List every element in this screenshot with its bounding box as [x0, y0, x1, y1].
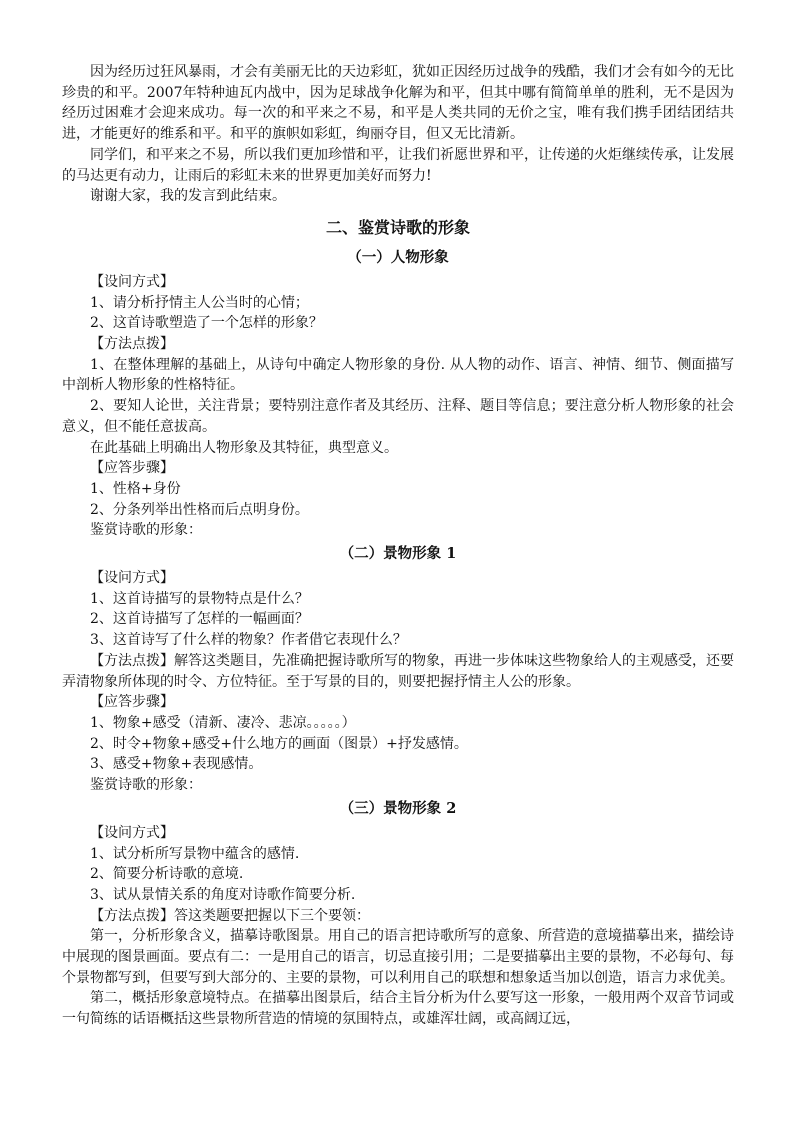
section-title: 二、鉴赏诗歌的形象	[325, 217, 470, 237]
part1-tail: 鉴赏诗歌的形象：	[90, 522, 202, 539]
part3-title: （三）景物形象 2	[339, 799, 457, 817]
intro-paragraph-3: 谢谢大家，我的发言到此结束。	[90, 188, 286, 205]
part2-step-1: 1、物象+感受（清新、凄冷、悲凉。。。。。）	[90, 714, 356, 731]
part2-ask-2: 2、这首诗描写了怎样的一幅画面？	[90, 611, 309, 628]
part1-step-2: 2、分条列举出性格而后点明身份。	[90, 501, 309, 518]
part3-ask-3: 3、试从景情关系的角度对诗歌作简要分析.	[90, 886, 356, 903]
part1-step-label: 【应答步骤】	[90, 460, 174, 477]
part3-ask-1: 1、试分析所写景物中蕴含的感情.	[90, 845, 300, 862]
part2-step-3: 3、感受+物象+表现感情。	[90, 756, 263, 773]
part3-method: 【方法点拨】答这类题要把握以下三个要领：	[90, 907, 370, 924]
part2-method: 【方法点拨】解答这类题目，先准确把握诗歌所写的物象，再进一步体味这些物象给人的主观感受，还要弄清物象所体现的时令、方位特征。至于写景的目的，则要把握抒情主人公的形象。	[62, 652, 734, 690]
part2-step-2: 2、时令+物象+感受+什么地方的画面（图景）+抒发感情。	[90, 735, 468, 752]
part2-ask-3: 3、这首诗写了什么样的物象？作者借它表现什么？	[90, 632, 407, 649]
part1-ask-2: 2、这首诗歌塑造了一个怎样的形象？	[90, 315, 323, 332]
part2-tail: 鉴赏诗歌的形象：	[90, 777, 202, 794]
part1-method-2: 2、要知人论世，关注背景；要特别注意作者及其经历、注释、题目等信息；要注意分析人物形象的社会意义，但不能任意拔高。	[62, 398, 734, 435]
part1-method-label: 【方法点拨】	[90, 336, 174, 353]
part2-step-label: 【应答步骤】	[90, 694, 174, 711]
part1-ask-1: 1、请分析抒情主人公当时的心情；	[90, 294, 309, 311]
part1-method-1: 1、在整体理解的基础上，从诗句中确定人物形象的身份. 从人物的动作、语言、神情、细节、侧面描写中剖析人物形象的性格特征。	[62, 356, 734, 394]
part2-ask-label: 【设问方式】	[90, 570, 174, 587]
document-body	[62, 62, 734, 1030]
part1-title: （一）人物形象	[347, 248, 449, 266]
intro-paragraph-2: 同学们，和平来之不易，所以我们更加珍惜和平，让我们祈愿世界和平，让传递的火炬继续传承，让发展的马达更有动力，让雨后的彩虹未来的世界更加美好而努力!	[62, 146, 734, 184]
part3-ask-label: 【设问方式】	[90, 824, 174, 841]
part3-point-1: 第一，分析形象含义，描摹诗歌图景。用自己的语言把诗歌所写的意象、所营造的意境描摹出来，描绘诗中展现的图景画面。要点有二：一是用自己的语言，切忌直接引用；二是要描摹出主要的景物，不必每句、每个景物都写到，但要写到大部分的、主要的景物，可以利用自己的联想和想象适当加以创造，语言力求优美。	[62, 928, 734, 986]
part2-title: （二）景物形象 1	[339, 545, 457, 563]
part1-step-1: 1、性格+身份	[90, 480, 181, 497]
part3-point-2: 第二，概括形象意境特点。在描摹出图景后，结合主旨分析为什么要写这一形象，一般用两个双音节词或一句简练的话语概括这些景物所营造的情境的氛围特点，或雄浑壮阔，或高阔辽远，	[62, 990, 734, 1028]
part3-ask-2: 2、简要分析诗歌的意境.	[90, 866, 244, 883]
intro-paragraph-1: 因为经历过狂风暴雨，才会有美丽无比的天边彩虹，犹如正因经历过战争的残酷，我们才会有如今的无比珍贵的和平。2007年特种迪瓦内战中，因为足球战争化解为和平，但其中哪有简简单单的胜利，无不是因为经历过困难才会迎来成功。每一次的和平来之不易，和平是人类共同的无价之宝，唯有我们携手团结团结共进，才能更好的维系和平。和平的旗帜如彩虹，绚丽夺目，但又无比清新。	[62, 64, 734, 143]
part2-ask-1: 1、这首诗描写的景物特点是什么？	[90, 590, 309, 607]
part1-ask-label: 【设问方式】	[90, 273, 174, 290]
part1-method-3: 在此基础上明确出人物形象及其特征，典型意义。	[90, 439, 398, 456]
